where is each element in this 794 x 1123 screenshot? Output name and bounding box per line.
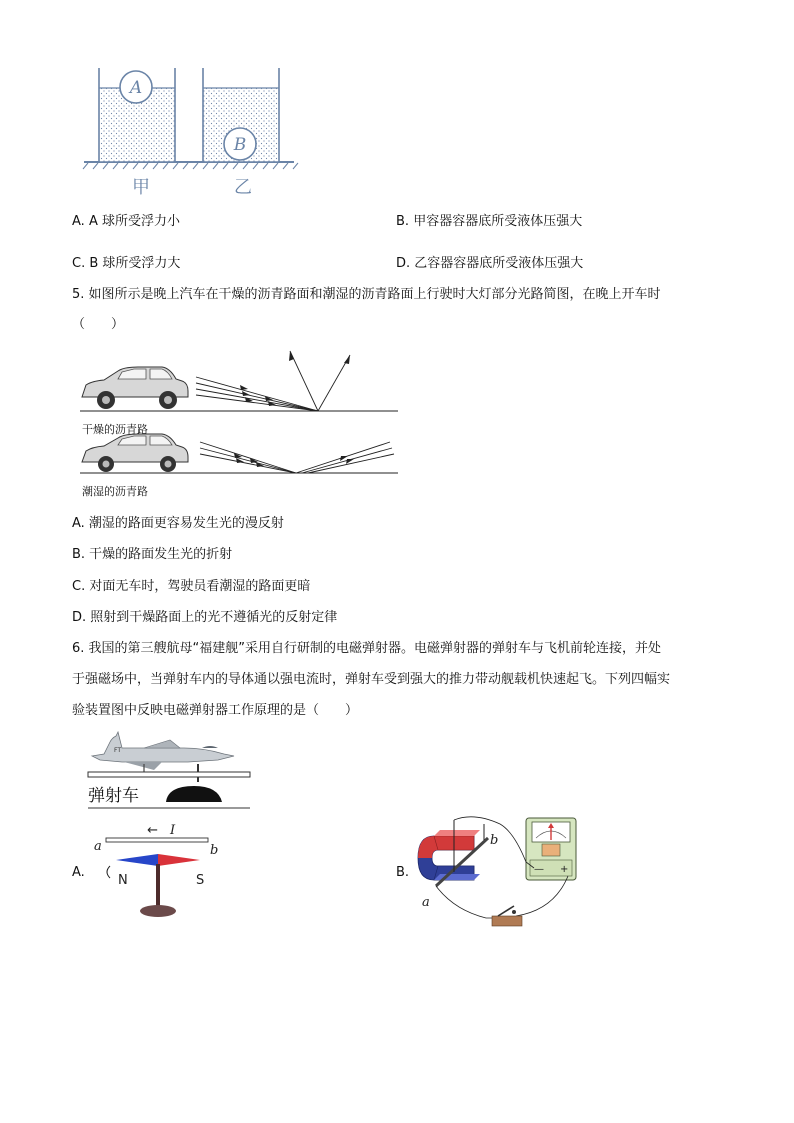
north-label: N bbox=[118, 873, 128, 888]
svg-text:FT: FT bbox=[114, 747, 122, 754]
q5-option-d[interactable]: D. 照射到干燥路面上的光不遵循光的反射定律 bbox=[72, 610, 338, 625]
q4-option-d[interactable] bbox=[396, 255, 583, 273]
catapult-figure bbox=[84, 728, 256, 812]
q4-option-a[interactable] bbox=[72, 213, 180, 231]
q6-stem-line1: 6. 我国的第三艘航母“福建舰”采用自行研制的电磁弹射器。电磁弹射器的弹射车与飞机前轮连接，并处 bbox=[72, 641, 662, 656]
q4-option-b-key: B. bbox=[396, 214, 410, 229]
rod-end-a: a bbox=[422, 895, 430, 910]
road-light-figure bbox=[78, 345, 400, 500]
svg-text:+: + bbox=[560, 864, 569, 875]
q6-stem-line2: 于强磁场中，当弹射车内的导体通以强电流时，弹射车受到强大的推力带动舰载机快速起飞。下列四幅实 bbox=[72, 672, 671, 687]
container-jia-label: 甲 bbox=[132, 177, 150, 198]
wire-end-b: b bbox=[210, 843, 219, 858]
rod-end-b: b bbox=[490, 833, 499, 848]
q6-option-a-figure[interactable] bbox=[90, 818, 220, 924]
galvanometer-icon bbox=[526, 818, 576, 880]
road-light-diagram bbox=[78, 345, 400, 500]
wet-road-car-icon bbox=[82, 434, 188, 472]
current-arrow: ← bbox=[147, 823, 158, 838]
containers-diagram bbox=[80, 62, 310, 204]
dry-road-car-icon bbox=[82, 367, 188, 409]
q6-stem-line3: 验装置图中反映电磁弹射器工作原理的是（ ） bbox=[72, 703, 359, 718]
q4-option-c-key: C. bbox=[72, 256, 86, 271]
q6-option-b-key[interactable]: B. bbox=[396, 865, 410, 880]
generator-diagram bbox=[414, 814, 584, 934]
containers-figure bbox=[80, 62, 310, 204]
svg-text:—: — bbox=[534, 864, 544, 875]
q4-option-b[interactable] bbox=[396, 213, 582, 231]
q6-option-a-key[interactable]: A. bbox=[72, 865, 85, 880]
q4-option-a-text: A 球所受浮力小 bbox=[88, 214, 180, 229]
catapult-diagram bbox=[84, 728, 256, 812]
q4-option-d-text: 乙容器容器底所受液体压强大 bbox=[414, 256, 584, 271]
switch-icon bbox=[492, 906, 522, 926]
q5-stem-line2: （ ） bbox=[72, 317, 125, 332]
current-label: I bbox=[170, 823, 176, 838]
q5-option-c[interactable]: C. 对面无车时，驾驶员看潮湿的路面更暗 bbox=[72, 579, 311, 594]
ball-a-label: A bbox=[129, 78, 143, 98]
oersted-diagram bbox=[90, 818, 220, 924]
q5-stem-line1: 5. 如图所示是晚上汽车在干燥的沥青路面和潮湿的沥青路面上行驶时大灯部分光路简图，在晚上开车时 bbox=[72, 287, 661, 302]
q6-option-b-figure[interactable] bbox=[414, 814, 584, 934]
q5-option-b[interactable]: B. 干燥的路面发生光的折射 bbox=[72, 547, 233, 562]
q5-option-a[interactable]: A. 潮湿的路面更容易发生光的漫反射 bbox=[72, 516, 284, 531]
wet-road-label: 潮湿的沥青路 bbox=[82, 485, 148, 498]
q4-option-c-text: B 球所受浮力大 bbox=[89, 256, 181, 271]
south-label: S bbox=[196, 873, 205, 888]
q4-option-b-text: 甲容器容器底所受液体压强大 bbox=[413, 214, 583, 229]
q4-option-c[interactable] bbox=[72, 255, 180, 273]
wire-end-a: a bbox=[94, 839, 102, 854]
dry-road-label: 干燥的沥青路 bbox=[82, 423, 148, 436]
fighter-jet-icon bbox=[92, 732, 234, 770]
q4-option-d-key: D. bbox=[396, 256, 411, 271]
q4-option-a-key: A. bbox=[72, 214, 85, 229]
container-yi-label: 乙 bbox=[234, 177, 252, 198]
catapult-label: 弹射车 bbox=[88, 786, 139, 806]
ball-b-label: B bbox=[233, 135, 247, 155]
